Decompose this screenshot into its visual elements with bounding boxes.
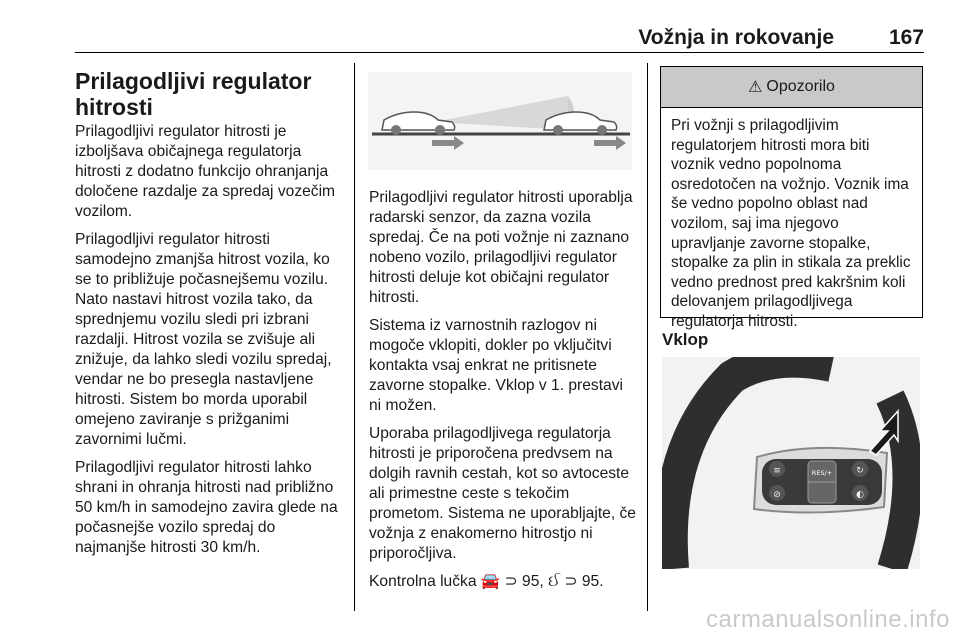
page-number: 167 [888, 26, 924, 49]
paragraph: Prilagodljivi regulator hitrosti samodejno zmanjša hitrost vozila, ko se to približuje počasnejšemu vozilu. Nato nastavi hitrost vozila tako, da sprednjemu vozilu sledi pri izbrani razdalji. Hitrost vozila se zvišuje ali znižuje, da lahko sledi vozilu spredaj, vendar ne bo presegla nastavljene hitrosti. Sistem bo morda uporabil omejeno zaviranje s prižganimi zavornimi lučmi. [75, 231, 332, 448]
gap-icon [852, 485, 868, 501]
warning-icon: ⚠ [748, 79, 763, 96]
cancel-icon [769, 485, 785, 501]
watermark: carmanualsonline.info [706, 606, 950, 633]
control-ref-prefix: Kontrolna lučka [369, 573, 477, 590]
res-set-rocker-switch [808, 461, 836, 503]
svg-text:⊘: ⊘ [773, 490, 781, 500]
control-reference: Kontrolna lučka 🚘 ⊃ 95, ઈ ⊃ 95. [369, 573, 604, 590]
cruise-icon: ઈ [548, 573, 561, 590]
warning-title: Opozorilo [766, 78, 835, 95]
reference-icon: ⊃ [564, 573, 578, 590]
section-heading: Prilagodljivi regulator hitrosti [75, 68, 312, 120]
page-ref-1: 95 [522, 573, 540, 590]
cruise-on-off-icon [852, 461, 868, 477]
res-button-label: RES/+ [811, 469, 833, 477]
middle-column [369, 188, 639, 600]
paragraph: Prilagodljivi regulator hitrosti uporablja radarski senzor, da zazna vozila spredaj. Če na poti vožnje ni zaznano nobeno vozilo, prilagodljivi regulator hitrosti deluje kot običajni regulator hitrosti. [369, 189, 633, 306]
car-icon: 🚘 [480, 573, 501, 590]
paragraph: Prilagodljivi regulator hitrosti lahko shrani in ohranja hitrosti nad približno 50 km/h in samodejno zavira glede na počasnejše vozilo spredaj do najmanjše hitrosti 30 km/h. [75, 459, 338, 556]
page-header [75, 22, 924, 53]
steering-wheel-illustration [662, 357, 920, 569]
paragraph: Uporaba prilagodljivega regulatorja hitrosti je priporočena predvsem na dolgih ravnih cestah, kot so avtoceste ali primestne ceste s tekočim prometom. Sistema ne uporabljajte, če vožnja z enakomerno hitrostjo ni priporočljiva. [369, 425, 636, 562]
radar-illustration [368, 72, 632, 170]
page-ref-2: 95 [581, 573, 600, 590]
warning-box [660, 66, 923, 330]
warning-text: Pri vožnji s prilagodljivim regulatorjem hitrosti mora biti voznik vedno popolnoma osredotočen na vožnjo. Voznik ima še vedno popolno oblast nad vozilom, saj ima njegovo upravljanje zavorne stopalke, stopalke za plin in stikala za preklic vedno prednost pred kakršnim koli delovanjem prilagodljivega regulatorja hitrosti. [671, 117, 911, 330]
column-divider-1 [354, 63, 355, 611]
paragraph: Sistema iz varnostnih razlogov ni mogoče vklopiti, dokler po vključitvi kontakta vsaj enkrat ne pritisnete zavorne stopalke. Vklop v 1. prestavi ni možen. [369, 317, 623, 414]
paragraph: Prilagodljivi regulator hitrosti je izboljšava običajnega regulatorja hitrosti z dodatno funkcijo ohranjanja določene razdalje za spredaj vozečim vozilom. [75, 123, 336, 220]
reference-icon: ⊃ [504, 573, 518, 590]
column-divider-2 [647, 63, 648, 611]
left-column [75, 68, 347, 566]
warning-header [661, 67, 922, 108]
header-title: Vožnja in rokovanje [638, 26, 834, 49]
subheading: Vklop [662, 330, 709, 349]
svg-text:≡: ≡ [773, 466, 781, 476]
distance-icon [769, 461, 785, 477]
svg-text:◐: ◐ [856, 490, 864, 500]
svg-text:↻: ↻ [856, 466, 864, 476]
